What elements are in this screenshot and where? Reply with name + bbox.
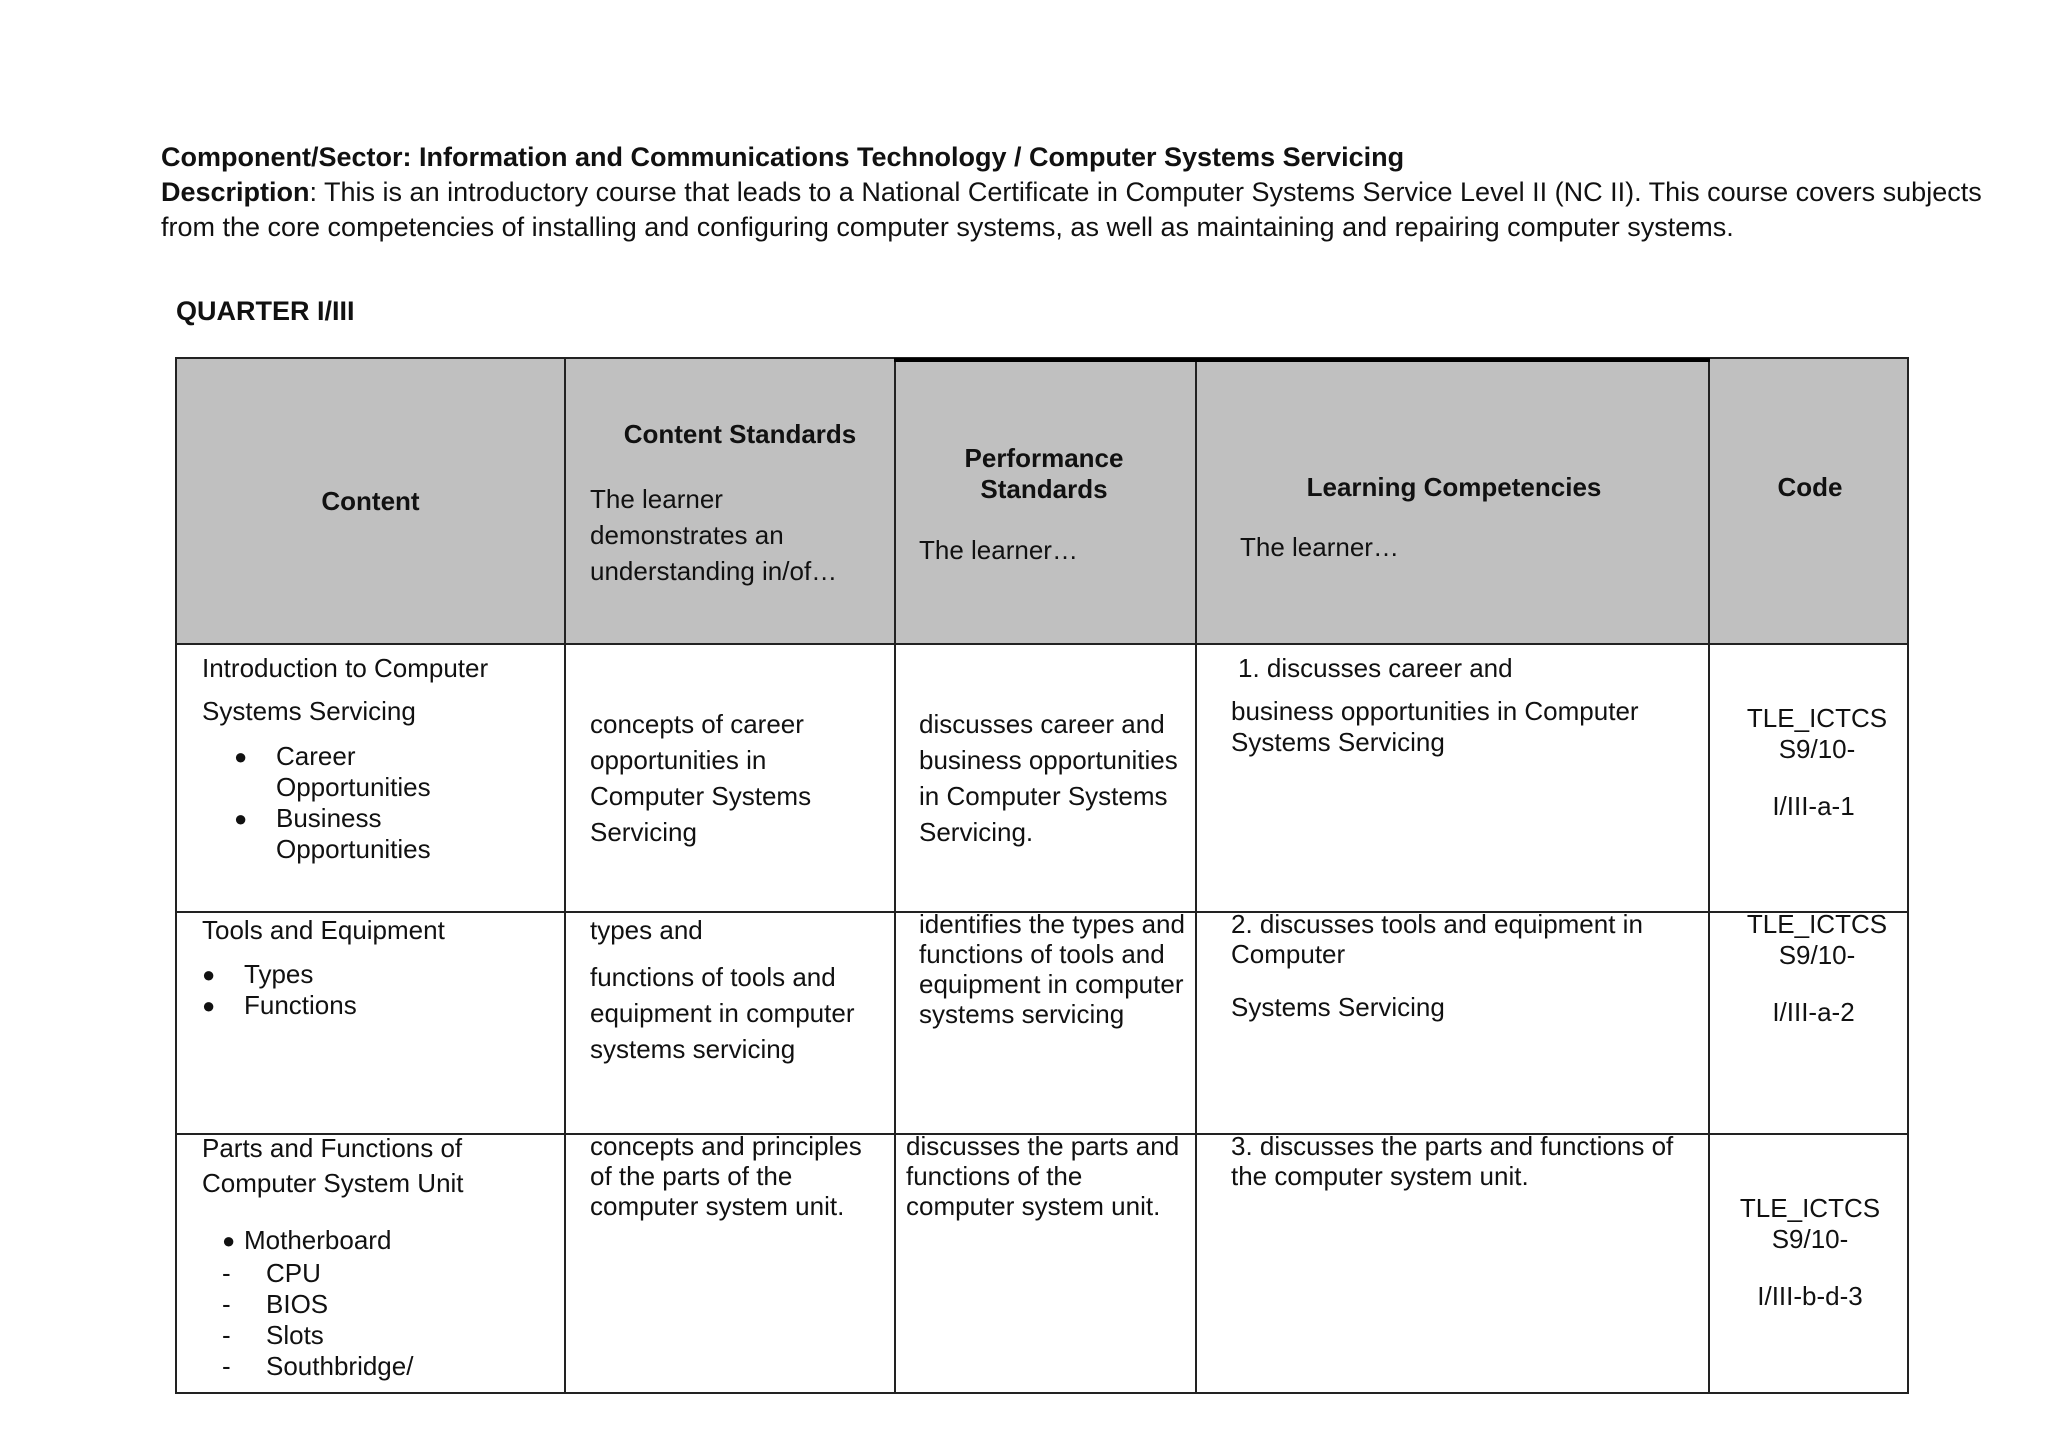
row2-standard-line2: functions of tools and equipment in computer systems servicing: [590, 962, 855, 1064]
header-performance: [919, 443, 1189, 566]
row3-content-bullet-label: Motherboard: [244, 1225, 392, 1255]
row1-competency-line2: business opportunities in Computer Systems Servicing: [1231, 696, 1639, 757]
row1-competency: [1231, 641, 1701, 758]
row3-content-bullet: ● Motherboard: [222, 1225, 392, 1255]
row3-code-line1: TLE_ICTCS S9/10-: [1739, 1193, 1881, 1254]
row3-performance: discusses the parts and functions of the computer system unit.: [906, 1131, 1180, 1221]
row3-content-title: Parts and Functions of Computer System Unit: [202, 1133, 464, 1198]
list-item: ● Career Opportunities: [234, 741, 464, 803]
column-divider: [564, 359, 566, 1392]
list-item: ● Types: [202, 959, 502, 990]
row3-code-line2: I/III-b-d-3: [1757, 1281, 1863, 1311]
header-code: Code: [1777, 472, 1843, 502]
row1-standard: concepts of career opportunities in Computer Systems Servicing: [590, 709, 812, 847]
list-item: - BIOS: [222, 1289, 502, 1320]
performance-sub: The learner…: [919, 535, 1078, 565]
quarter-heading: QUARTER I/III: [176, 296, 355, 326]
list-item: - Southbridge/: [222, 1351, 502, 1382]
row2-standard-line1: types and: [590, 915, 703, 945]
row1-content: [202, 641, 552, 865]
row1-code: [1710, 703, 1924, 822]
row2-competency-line2: Systems Servicing: [1231, 992, 1445, 1022]
column-divider: [1195, 359, 1197, 1392]
row3-content-dashes: [222, 1258, 502, 1382]
row2-content: [202, 906, 552, 1021]
row1-code-line2: I/III-a-1: [1772, 791, 1855, 821]
row1-content-subtitle: Systems Servicing: [202, 696, 416, 726]
row3-content: [202, 1131, 502, 1382]
course-intro: [161, 140, 2001, 245]
header-content: Content: [321, 486, 420, 516]
content-standards-title: Content Standards: [623, 419, 857, 449]
competencies-sub: The learner…: [1240, 532, 1399, 562]
row2-content-title: Tools and Equipment: [202, 915, 445, 945]
curriculum-table: [175, 357, 1909, 1394]
header-competencies: [1240, 472, 1717, 563]
row2-code-line2: I/III-a-2: [1772, 997, 1855, 1027]
row1-performance: discusses career and business opportunities in Computer Systems Servicing.: [919, 709, 1178, 847]
list-item: ● Functions: [202, 990, 502, 1021]
row3-standard: concepts and principles of the parts of the computer system unit.: [590, 1131, 862, 1221]
list-item: - Slots: [222, 1320, 502, 1351]
row3-code: [1710, 1193, 1910, 1312]
row2-code-line1: TLE_ICTCS S9/10-: [1746, 909, 1888, 970]
row1-competency-line1: 1. discusses career and: [1238, 653, 1513, 683]
description-text: : This is an introductory course that leads to a National Certificate in Computer Systems Service Level II (NC II). This course covers subjects from the core competencies of installing and configuring computer systems, as well as maintaining and repairing computer systems.: [161, 177, 1982, 242]
column-divider: [894, 359, 896, 1392]
row2-competency-line1: 2. discusses tools and equipment in Computer: [1231, 909, 1643, 969]
row1-content-title: Introduction to Computer: [202, 653, 489, 683]
row1-code-line1: TLE_ICTCS S9/10-: [1746, 703, 1888, 764]
row2-performance: identifies the types and functions of tools and equipment in computer systems servicing: [919, 909, 1185, 1029]
row1-content-bullets: [234, 741, 464, 865]
row2-competency: [1231, 909, 1701, 1023]
list-item: ● Business Opportunities: [234, 803, 464, 865]
sector-line: Component/Sector: Information and Communications Technology / Computer Systems Servicing: [161, 142, 1405, 172]
performance-title: Performance Standards: [964, 443, 1124, 504]
row2-code: [1710, 909, 1924, 1028]
course-description: [161, 175, 2001, 245]
description-label: Description: [161, 177, 310, 207]
competencies-title: Learning Competencies: [1306, 472, 1602, 502]
content-standards-sub: The learner demonstrates an understanding in/of…: [590, 484, 838, 586]
header-content-standards: [590, 419, 880, 589]
row2-standard: [590, 906, 880, 1067]
row3-competency: 3. discusses the parts and functions of the computer system unit.: [1231, 1131, 1674, 1191]
row2-content-bullets: [202, 959, 502, 1021]
header-top-border: [894, 358, 1710, 362]
list-item: - CPU: [222, 1258, 502, 1289]
